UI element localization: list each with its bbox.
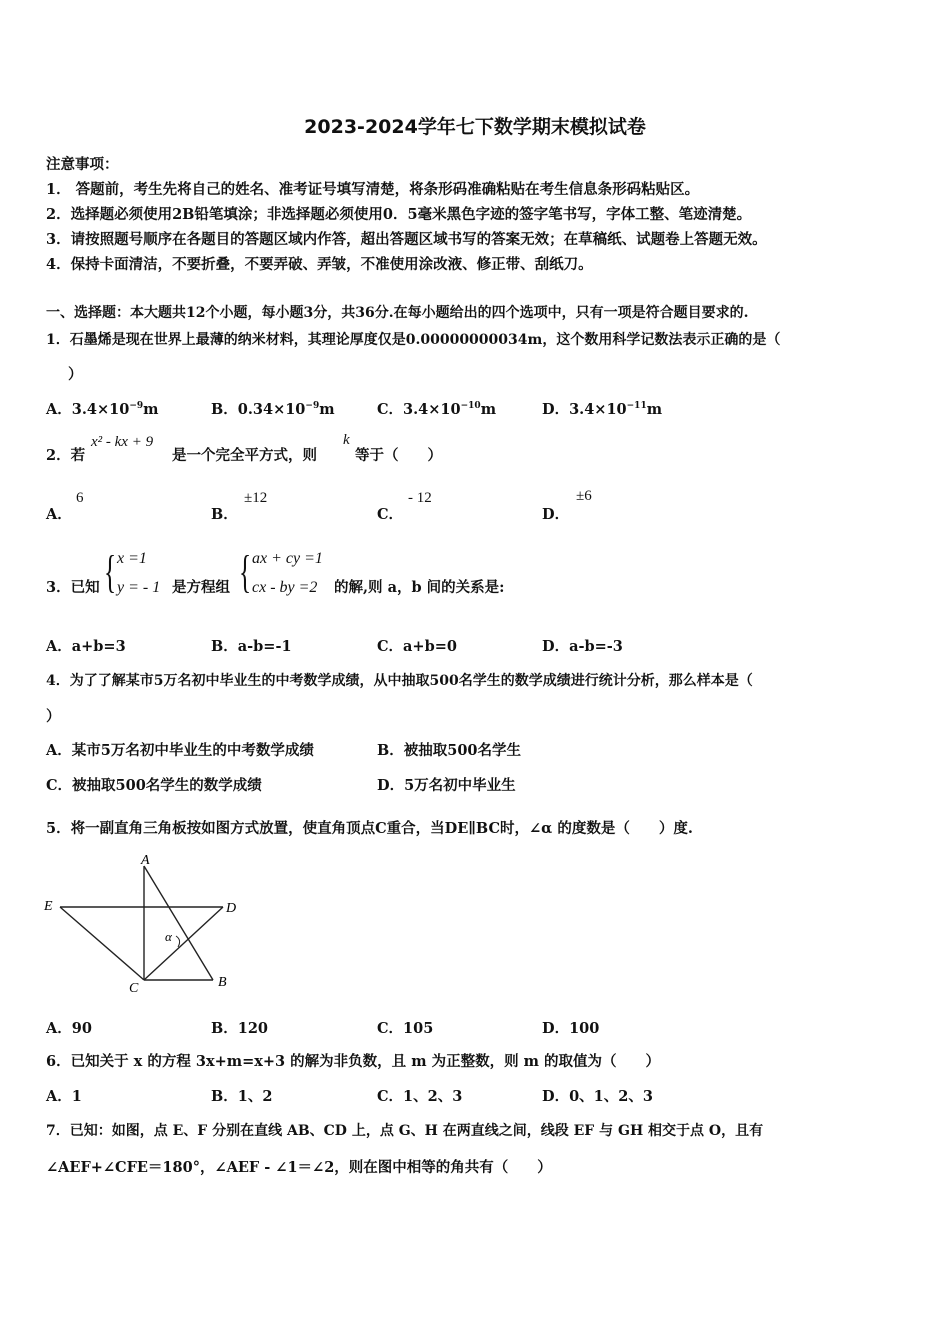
q6-stem: 6．已知关于 x 的方程 3x+m=x+3 的解为非负数，且 m 为正整数，则 m 的取值为（ ） (46, 1053, 661, 1070)
q2-middle: 是一个完全平方式，则 (172, 447, 317, 464)
page-title: 2023-2024学年七下数学期末模拟试卷 (304, 116, 646, 138)
q7-line-1: 7．已知：如图，点 E、F 分别在直线 AB、CD 上，点 G、H 在两直线之间，线段 EF 与 GH 相交于点 O，且有 (46, 1123, 764, 1139)
angle-arc (176, 936, 180, 947)
q2-suffix: 等于（ ） (355, 447, 442, 464)
q4-stem: 4．为了了解某市5万名初中毕业生的中考数学成绩，从中抽取500名学生的数学成绩进行统计分析，那么样本是（ (46, 673, 753, 689)
q2-variable: k (343, 432, 350, 448)
triangle-figure (40, 848, 250, 998)
section-heading: 一、选择题：本大题共12个小题，每小题3分，共36分.在每小题给出的四个选项中，只有一项是符合题目要求的. (46, 305, 749, 321)
q5-option-d: D．100 (542, 1020, 600, 1037)
q1-option-c: C．$3.4\times 10^{-10}m$ (377, 401, 497, 418)
q5-option-c: C．105 (377, 1020, 434, 1037)
notice-heading: 注意事项： (46, 156, 119, 173)
label-alpha: α (165, 929, 172, 944)
q4-option-a: A．某市5万名初中毕业生的中考数学成绩 (46, 742, 314, 759)
q2-option-d-value: ±6 (576, 488, 592, 504)
q2-option-c-value: - 12 (408, 490, 432, 506)
q1-stem-end: ） (68, 366, 83, 383)
q5-stem: 5．将一副直角三角板按如图方式放置，使直角顶点C重合，当DE∥BC时，∠α 的度数是（ ）度. (46, 820, 693, 837)
notice-item: 1． 答题前，考生先将自己的姓名、准考证号填写清楚，将条形码准确粘贴在考生信息条形码粘贴区。 (46, 181, 700, 198)
q1-stem: 1．石墨烯是现在世界上最薄的纳米材料，其理论厚度仅是0.00000000034m，这个数用科学记数法表示正确的是（ (46, 332, 781, 348)
q7-line-2: ∠AEF+∠CFE＝180°，∠AEF - ∠1＝∠2，则在图中相等的角共有（ ） (46, 1159, 552, 1176)
q2-option-b-value: ±12 (244, 490, 268, 506)
q3-equation-2: cx - by =2 (252, 579, 318, 596)
line-cd (144, 907, 223, 980)
label-c: C (129, 981, 139, 996)
q4-option-d: D．5万名初中毕业生 (377, 777, 516, 794)
q6-option-c: C．1、2、3 (377, 1088, 463, 1105)
q4-option-b: B．被抽取500名学生 (377, 742, 522, 759)
q3-equation-1: ax + cy =1 (252, 550, 323, 567)
q3-middle: 是方程组 (172, 579, 230, 596)
label-a: A (141, 853, 150, 868)
q6-option-a: A．1 (46, 1088, 82, 1105)
q3-suffix: 的解,则 a，b 间的关系是: (334, 579, 505, 596)
q1-option-b: B．$0.34\times 10^{-9}m$ (211, 401, 335, 418)
q3-brace-left: { (104, 546, 117, 597)
q3-option-a: A．a+b=3 (46, 638, 126, 655)
q3-prefix: 3．已知 (46, 579, 100, 596)
q4-stem-end: ） (46, 708, 61, 725)
q5-option-a: A．90 (46, 1020, 92, 1037)
q3-option-b: B．a-b=-1 (211, 638, 292, 655)
notice-item: 2．选择题必须使用2B铅笔填涂；非选择题必须使用0．5毫米黑色字迹的签字笔书写，字体工整、笔迹清楚。 (46, 206, 752, 223)
q2-option-c-label: C． (377, 506, 404, 523)
q4-option-c: C．被抽取500名学生的数学成绩 (46, 777, 262, 794)
line-ab (144, 866, 213, 980)
q3-solution-x: x =1 (117, 550, 147, 567)
q3-brace-right: { (239, 546, 252, 597)
q2-option-a-label: A． (46, 506, 72, 523)
q5-option-b: B．120 (211, 1020, 269, 1037)
label-b: B (218, 975, 227, 990)
q3-solution-y: y = - 1 (117, 579, 161, 596)
notice-item: 3．请按照题号顺序在各题目的答题区域内作答，超出答题区域书写的答案无效；在草稿纸、试题卷上答题无效。 (46, 231, 767, 248)
line-ec (60, 907, 144, 980)
label-d: D (226, 901, 237, 916)
q2-option-b-label: B． (211, 506, 238, 523)
q2-option-d-label: D． (542, 506, 570, 523)
q3-option-c: C．a+b=0 (377, 638, 457, 655)
q6-option-d: D．0、1、2、3 (542, 1088, 653, 1105)
q2-prefix: 2．若 (46, 447, 86, 464)
label-e: E (44, 899, 53, 914)
q1-option-a: A．$3.4\times 10^{-9}m$ (46, 401, 159, 418)
notice-item: 4．保持卡面清洁，不要折叠，不要弄破、弄皱，不准使用涂改液、修正带、刮纸刀。 (46, 256, 593, 273)
q6-option-b: B．1、2 (211, 1088, 273, 1105)
q3-option-d: D．a-b=-3 (542, 638, 623, 655)
q2-option-a-value: 6 (76, 490, 84, 506)
q1-option-d: D．$3.4\times 10^{-11}m$ (542, 401, 663, 418)
q2-expression: x² - kx + 9 (91, 434, 154, 450)
